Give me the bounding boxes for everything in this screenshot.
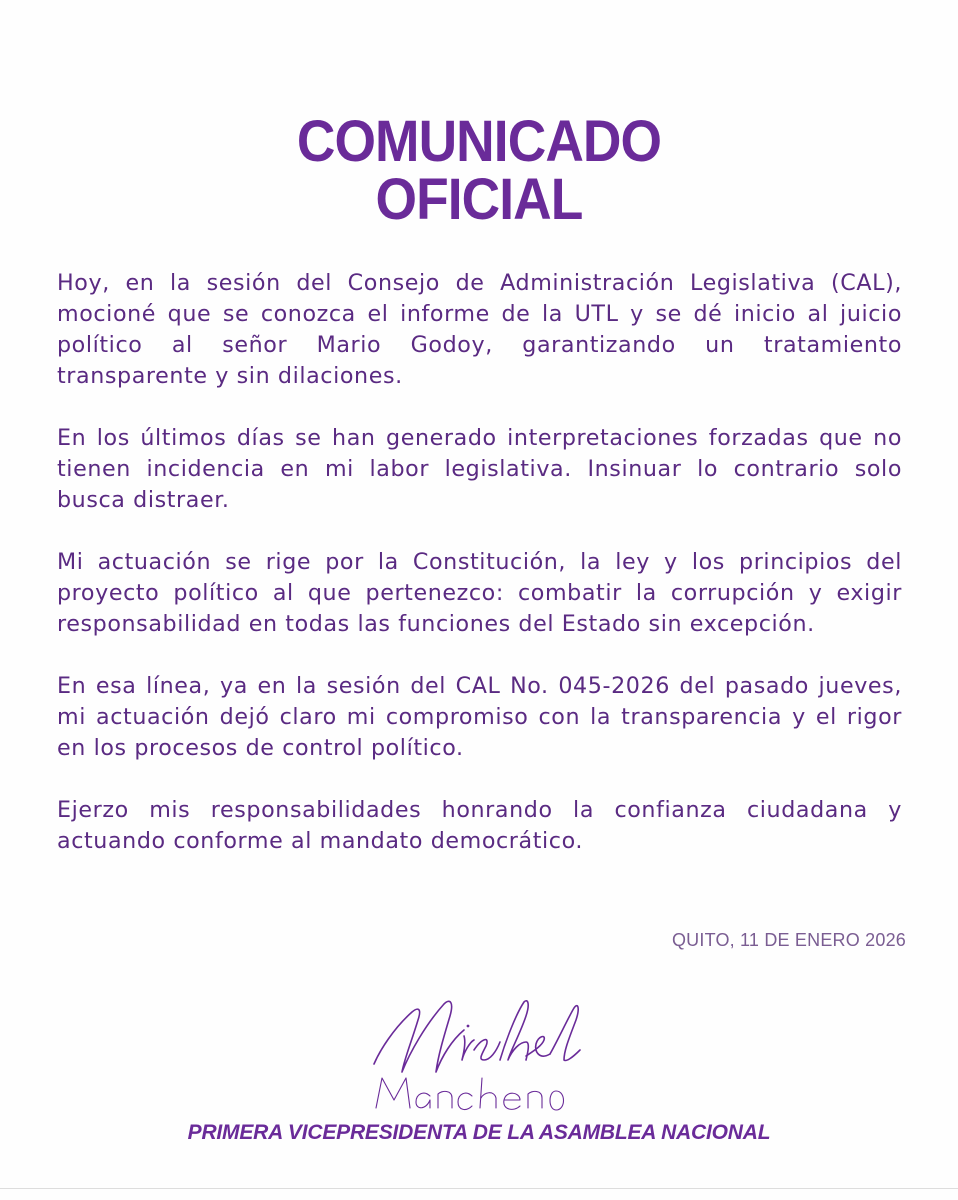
paragraph: Mi actuación se rige por la Constitución, la ley y los principios del proyecto político al que pertenezco: combatir la corrupción y exigir responsabilidad en todas las funciones del Estado sin excepción. — [57, 549, 902, 637]
divider — [0, 1188, 958, 1189]
paragraph: Hoy, en la sesión del Consejo de Administración Legislativa (CAL), mocioné que se conozca el informe de la UTL y se dé inicio al juicio político al señor Mario Godoy, garantizando un tratamiento transparente y sin dilaciones. — [57, 270, 902, 389]
paragraph: En esa línea, ya en la sesión del CAL No. 045-2026 del pasado jueves, mi actuación dejó claro mi compromiso con la transparencia y el rigor en los procesos de control político. — [57, 673, 902, 761]
title-line-1: COMUNICADO — [296, 108, 662, 174]
signatory-role: PRIMERA VICEPRESIDENTA DE LA ASAMBLEA NACIONAL — [187, 1121, 771, 1144]
paragraph: Ejerzo mis responsabilidades honrando la confianza ciudadana y actuando conforme al mandato democrático. — [57, 797, 902, 854]
place-date: QUITO, 11 DE ENERO 2026 — [671, 930, 906, 950]
title-line-2: OFICIAL — [375, 166, 583, 232]
handwritten-signature — [360, 990, 600, 1120]
page-title — [38, 108, 919, 232]
paragraph: En los últimos días se han generado interpretaciones forzadas que no tienen incidencia en mi labor legislativa. Insinuar lo contrario solo busca distraer. — [57, 425, 902, 513]
statement-body — [57, 268, 902, 888]
